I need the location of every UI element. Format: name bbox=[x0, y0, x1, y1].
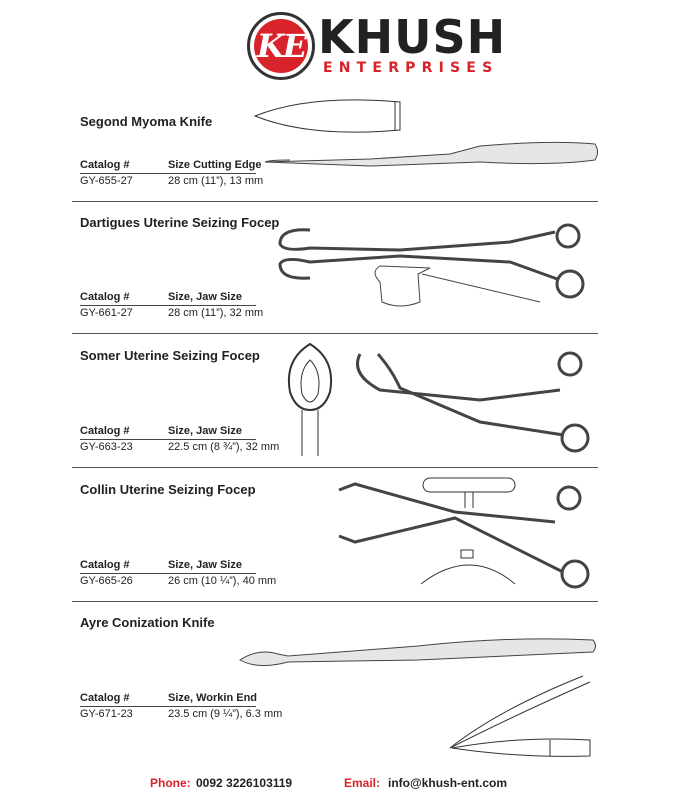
spec-value: 22.5 cm (8 ¾”), 32 mm bbox=[168, 441, 280, 453]
catalog-header: Catalog # bbox=[80, 159, 130, 171]
product-title: Dartigues Uterine Seizing Focep bbox=[80, 215, 280, 230]
logo-monogram: KE bbox=[256, 27, 306, 65]
product-title: Collin Uterine Seizing Focep bbox=[80, 482, 256, 497]
email-address[interactable]: info@khush-ent.com bbox=[388, 776, 508, 790]
spec-header: Size, Jaw Size bbox=[168, 291, 242, 303]
product-title: Segond Myoma Knife bbox=[80, 114, 213, 129]
spec-header: Size Cutting Edge bbox=[168, 159, 262, 171]
segond-knife-illustration bbox=[250, 96, 600, 176]
spec-value: 28 cm (11”), 13 mm bbox=[168, 175, 264, 187]
spec-header: Size, Workin End bbox=[168, 692, 258, 704]
spec-value: 26 cm (10 ¼”), 40 mm bbox=[168, 575, 277, 587]
catalog-number: GY-661-27 bbox=[80, 307, 133, 319]
catalog-number: GY-665-26 bbox=[80, 575, 133, 587]
catalog-number: GY-663-23 bbox=[80, 441, 133, 453]
product-title: Ayre Conization Knife bbox=[80, 615, 215, 630]
product-title: Somer Uterine Seizing Focep bbox=[80, 348, 260, 363]
brand-name: KHUSH bbox=[318, 10, 507, 64]
logo-emblem bbox=[247, 12, 315, 80]
spec-header: Size, Jaw Size bbox=[168, 559, 242, 571]
catalog-header: Catalog # bbox=[80, 559, 130, 571]
catalog-number: GY-671-23 bbox=[80, 708, 133, 720]
catalog-header: Catalog # bbox=[80, 425, 130, 437]
catalog-header: Catalog # bbox=[80, 291, 130, 303]
spec-value: 23.5 cm (9 ¼”), 6.3 mm bbox=[168, 708, 283, 720]
catalog-header: Catalog # bbox=[80, 692, 130, 704]
somer-forceps-illustration bbox=[280, 340, 600, 462]
header bbox=[0, 0, 689, 90]
catalog-number: GY-655-27 bbox=[80, 175, 133, 187]
contact-footer bbox=[0, 776, 689, 796]
phone-number[interactable]: 0092 3226103119 bbox=[196, 776, 293, 790]
brand-tagline: ENTERPRISES bbox=[323, 60, 499, 76]
spec-header: Size, Jaw Size bbox=[168, 425, 242, 437]
spec-value: 28 cm (11”), 32 mm bbox=[168, 307, 264, 319]
phone-label: Phone: bbox=[150, 776, 191, 790]
dartigues-forceps-illustration bbox=[270, 222, 600, 330]
ayre-knife-illustration bbox=[238, 630, 600, 760]
collin-forceps-illustration bbox=[325, 472, 600, 592]
email-label: Email: bbox=[344, 776, 381, 790]
